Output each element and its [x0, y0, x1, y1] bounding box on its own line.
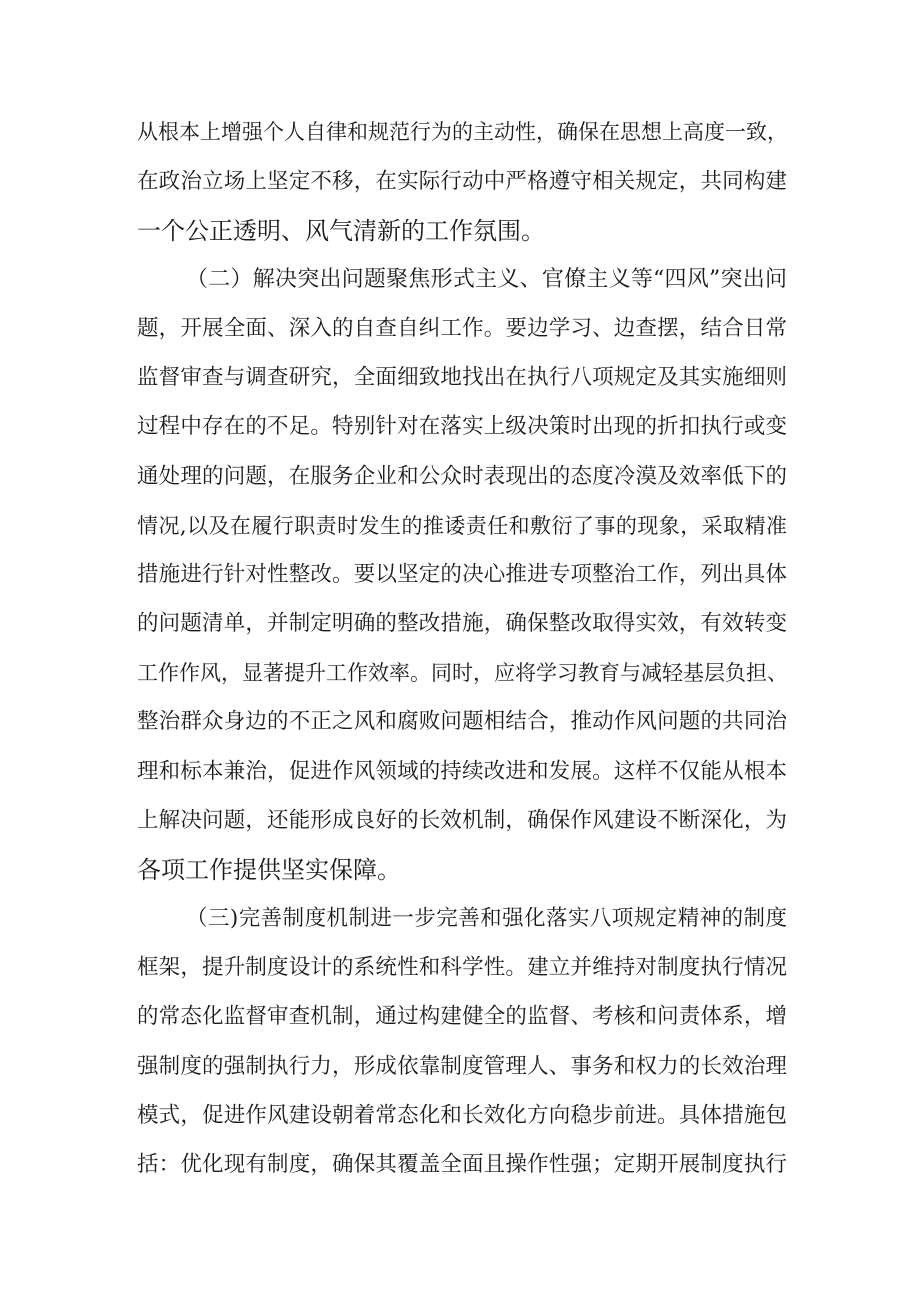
text-line: 在政治立场上坚定不移，在实际行动中严格遵守相关规定，共同构建	[137, 169, 787, 194]
text-line: 理和标本兼治，促进作风领域的持续改进和发展。这样不仅能从根本	[137, 759, 787, 784]
text-line: 各项工作提供坚实保障。	[137, 856, 401, 884]
text-line: 整治群众身边的不正之风和腐败问题相结合，推动作风问题的共同治	[137, 709, 787, 734]
text-line: 括：优化现有制度，确保其覆盖全面且操作性强；定期开展制度执行	[137, 1152, 787, 1177]
text-line: 通处理的问题，在服务企业和公众时表现出的态度冷漠及效率低下的	[137, 464, 787, 489]
text-line: （三)完善制度机制进一步完善和强化落实八项规定精神的制度	[186, 906, 787, 931]
text-line: 上解决问题，还能形成良好的长效机制，确保作风建设不断深化，为	[137, 808, 787, 833]
text-line: 的问题清单，并制定明确的整改措施，确保整改取得实效，有效转变	[137, 611, 787, 636]
text-line: 工作作风，显著提升工作效率。同时，应将学习教育与减轻基层负担、	[137, 661, 788, 685]
text-line: 过程中存在的不足。特别针对在落实上级决策时出现的折扣执行或变	[137, 414, 787, 439]
text-line: 一个公正透明、风气清新的工作氛围。	[137, 217, 545, 245]
text-line: 监督审查与调查研究，全面细致地找出在执行八项规定及其实施细则	[137, 365, 787, 390]
text-line: 框架，提升制度设计的系统性和科学性。建立并维持对制度执行情况	[137, 955, 787, 980]
text-line: 强制度的强制执行力，形成依靠制度管理人、事务和权力的长效治理	[137, 1054, 787, 1079]
text-line: 情况,以及在履行职责时发生的推诿责任和敷衍了事的现象，采取精准	[137, 514, 787, 538]
text-line: 从根本上增强个人自律和规范行为的主动性，确保在思想上高度一致，	[137, 120, 788, 144]
text-line: 模式，促进作风建设朝着常态化和长效化方向稳步前进。具体措施包	[137, 1103, 787, 1128]
text-line: 措施进行针对性整改。要以坚定的决心推进专项整治工作，列出具体	[137, 562, 787, 587]
text-line: 的常态化监督审查机制，通过构建健全的监督、考核和问责体系，增	[137, 1004, 787, 1029]
text-line: （二）解决突出问题聚焦形式主义、官僚主义等“四风”突出问	[186, 267, 787, 292]
text-line: 题，开展全面、深入的自查自纠工作。要边学习、边查摆，结合日常	[137, 316, 787, 341]
